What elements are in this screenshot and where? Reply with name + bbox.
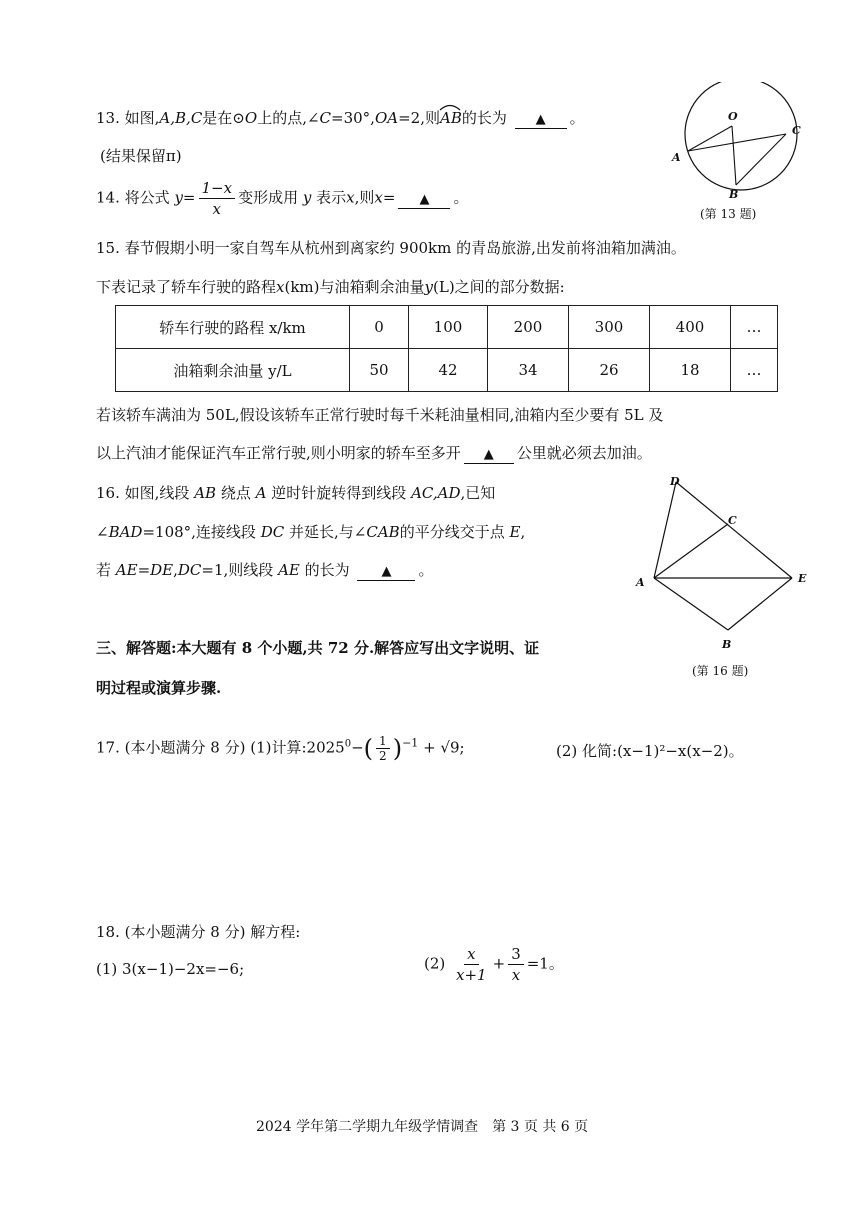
q18-part1: (1) 3(x−1)−2x=−6;	[96, 960, 245, 978]
section3-heading: 三、解答题:本大题有 8 个小题,共 72 分.解答应写出文字说明、证	[96, 639, 540, 657]
table-cell: 26	[569, 349, 650, 392]
q15-data-table	[115, 305, 778, 392]
segment-ad	[654, 482, 676, 578]
q17-part2: (2) 化简:(x−1)²−x(x−2)。	[556, 742, 744, 760]
answer-blank-16: ▲	[357, 562, 415, 581]
table-row	[116, 306, 778, 349]
fraction-3-over-x: $\frac{3}{x}$	[508, 944, 524, 985]
table-cell: 100	[409, 306, 488, 349]
q16-line2: ∠BAD=108°,连接线段 DC 并延长,与∠CAB的平分线交于点 E,	[96, 523, 526, 541]
table-cell: 18	[650, 349, 731, 392]
fraction-one-half: $\frac{1}{2}$	[376, 734, 390, 763]
q13-note: (结果保留π)	[100, 147, 182, 165]
label-e: E	[798, 572, 807, 585]
table-cell: 200	[488, 306, 569, 349]
q15-line1: 15. 春节假期小明一家自驾车从杭州到离家约 900km 的青岛旅游,出发前将油箱加满油。	[96, 239, 686, 257]
answer-blank-14: ▲	[398, 190, 450, 209]
q13-figure	[668, 82, 818, 200]
q16-caption: (第 16 题)	[692, 664, 749, 678]
table-header-distance: 轿车行驶的路程 x/km	[116, 306, 350, 349]
q14-line: 14. 将公式 y= $\frac{1-x}{x}$ 变形成用 y 表示x,则x= ▲ 。	[96, 179, 469, 218]
q16-line1: 16. 如图,线段 AB 绕点 A 逆时针旋转得到线段 AC,AD,已知	[96, 484, 496, 502]
label-a: A	[672, 151, 681, 164]
answer-blank-13: ▲	[515, 110, 567, 129]
table-cell: 50	[350, 349, 409, 392]
circle-o	[685, 82, 797, 190]
table-cell: …	[731, 349, 778, 392]
label-a: A	[636, 576, 645, 589]
q18-part2: (2) $\frac{x}{x+1}$ + $\frac{3}{x}$ =1。	[424, 945, 564, 984]
segment-ab	[654, 578, 728, 630]
q16-line3: 若 AE=DE,DC=1,则线段 AE 的长为 ▲ 。	[96, 561, 434, 579]
segment-be	[728, 578, 792, 630]
q18-line1: 18. (本小题满分 8 分) 解方程:	[96, 923, 301, 941]
fraction-x-over-x-plus-1: $\frac{x}{x+1}$	[456, 945, 487, 984]
q15-line3: 若该轿车满油为 50L,假设该轿车正常行驶时每千米耗油量相同,油箱内至少要有 5L 及	[96, 406, 664, 424]
label-o: O	[728, 110, 738, 123]
label-b: B	[729, 188, 739, 200]
label-c: C	[792, 124, 801, 137]
table-cell: …	[731, 306, 778, 349]
table-header-fuel: 油箱剩余油量 y/L	[116, 349, 350, 392]
answer-blank-15: ▲	[464, 445, 514, 464]
q15-line4: 以上汽油才能保证汽车正常行驶,则小明家的轿车至多开 ▲ 公里就必须去加油。	[96, 444, 652, 462]
table-cell: 400	[650, 306, 731, 349]
segment-ob	[732, 126, 736, 185]
label-c: C	[728, 514, 737, 527]
label-d: D	[670, 475, 680, 488]
q15-line2: 下表记录了轿车行驶的路程x(km)与油箱剩余油量y(L)之间的部分数据:	[96, 278, 565, 296]
fraction-1-x-over-x: $\frac{1-x}{x}$	[199, 178, 236, 219]
q13-caption: (第 13 题)	[700, 207, 757, 221]
table-cell: 34	[488, 349, 569, 392]
table-row	[116, 349, 778, 392]
section3-heading-cont: 明过程或演算步骤.	[96, 679, 222, 697]
table-cell: 300	[569, 306, 650, 349]
page-footer: 2024 学年第二学期九年级学情调查 第 3 页 共 6 页	[256, 1119, 589, 1135]
table-cell: 0	[350, 306, 409, 349]
segment-de	[676, 482, 792, 578]
arc-ab: AB	[440, 109, 462, 127]
label-b: B	[722, 638, 732, 650]
q13-line1: 13. 如图,A,B,C是在⊙O上的点,∠C=30°,OA=2,则AB 的长为 ▲ 。	[96, 107, 585, 129]
table-cell: 42	[409, 349, 488, 392]
q16-figure	[630, 470, 820, 650]
q17-line: 17. (本小题满分 8 分) (1)计算$:2025^0-$( $\frac{1}{2}$ )$^{-1}$ + √9;	[96, 734, 465, 763]
arc-mark-icon	[439, 103, 461, 111]
